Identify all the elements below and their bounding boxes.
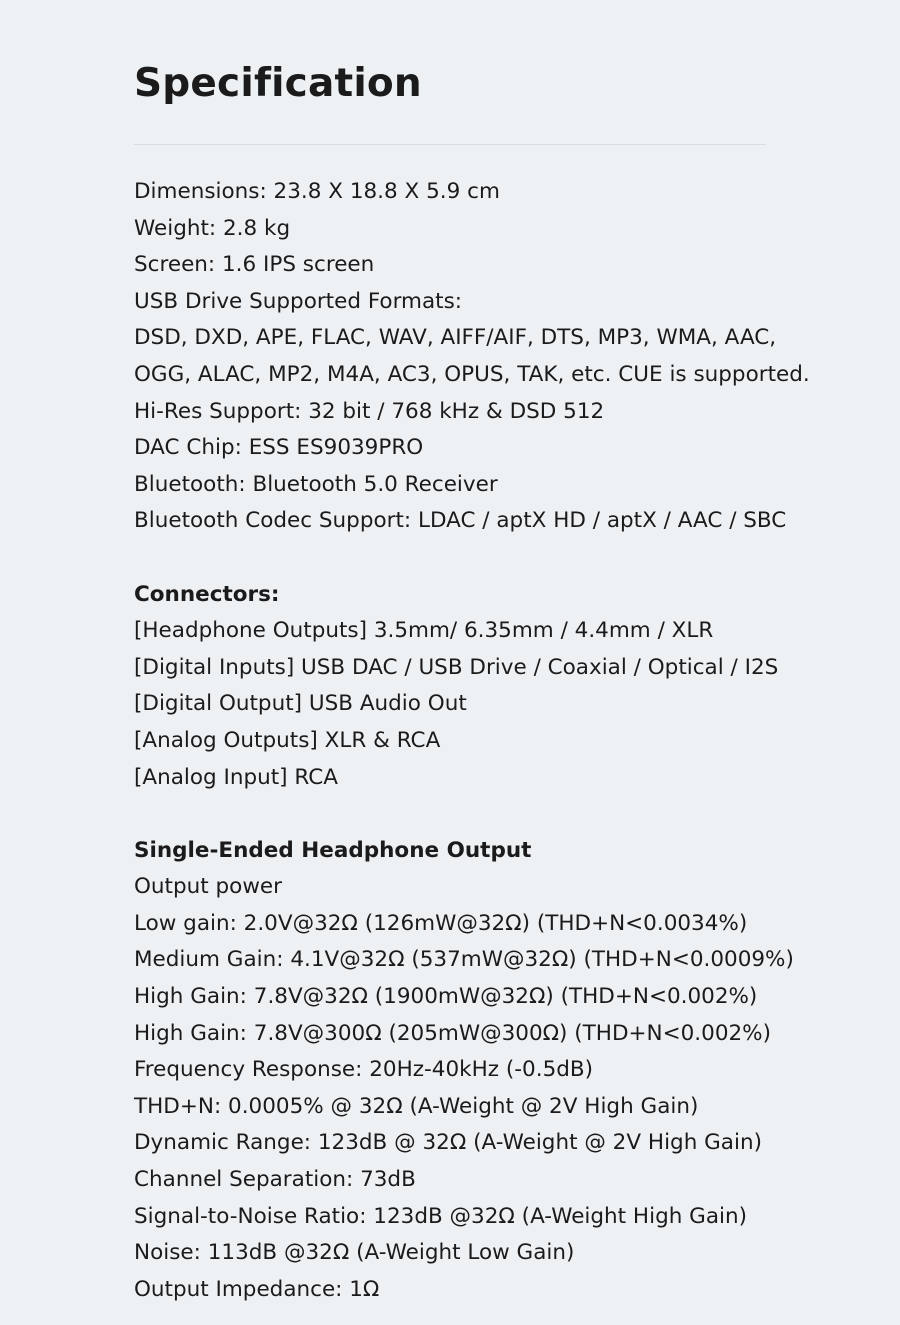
spec-line: Bluetooth Codec Support: LDAC / aptX HD / aptX / AAC / SBC xyxy=(134,508,787,534)
spec-line: Bluetooth: Bluetooth 5.0 Receiver xyxy=(134,471,498,497)
spec-content xyxy=(134,174,834,1308)
spec-line: OGG, ALAC, MP2, M4A, AC3, OPUS, TAK, etc. CUE is supported. xyxy=(134,361,810,387)
output-spec-line: Output power xyxy=(134,874,282,900)
connector-line: [Analog Outputs] XLR & RCA xyxy=(134,727,441,753)
section-spacer xyxy=(134,796,834,833)
output-spec-line: High Gain: 7.8V@300Ω (205mW@300Ω) (THD+N<0.002%) xyxy=(134,1020,772,1046)
output-spec-line: High Gain: 7.8V@32Ω (1900mW@32Ω) (THD+N<0.002%) xyxy=(134,984,758,1010)
title-divider xyxy=(134,144,766,145)
output-spec-line: Channel Separation: 73dB xyxy=(134,1167,416,1193)
output-spec-line: Output Impedance: 1Ω xyxy=(134,1276,380,1302)
output-spec-line: Noise: 113dB @32Ω (A-Weight Low Gain) xyxy=(134,1240,575,1266)
page-title: Specification xyxy=(134,61,422,106)
output-spec-line: THD+N: 0.0005% @ 32Ω (A-Weight @ 2V High Gain) xyxy=(134,1093,699,1119)
connector-line: [Analog Input] RCA xyxy=(134,764,338,790)
output-spec-line: Medium Gain: 4.1V@32Ω (537mW@32Ω) (THD+N<0.0009%) xyxy=(134,947,794,973)
spec-line: DAC Chip: ESS ES9039PRO xyxy=(134,435,424,461)
spec-line: Screen: 1.6 IPS screen xyxy=(134,252,375,278)
connectors-heading: Connectors: xyxy=(134,581,280,607)
connector-line: [Headphone Outputs] 3.5mm/ 6.35mm / 4.4mm / XLR xyxy=(134,618,714,644)
general-specs xyxy=(134,174,834,540)
output-spec-line: Dynamic Range: 123dB @ 32Ω (A-Weight @ 2V High Gain) xyxy=(134,1130,762,1156)
connectors-section xyxy=(134,577,834,797)
output-spec-line: Signal-to-Noise Ratio: 123dB @32Ω (A-Weight High Gain) xyxy=(134,1203,748,1229)
spec-line: USB Drive Supported Formats: xyxy=(134,288,463,314)
section-spacer xyxy=(134,540,834,577)
single-ended-section xyxy=(134,833,834,1309)
spec-line: Dimensions: 23.8 X 18.8 X 5.9 cm xyxy=(134,179,500,204)
connector-line: [Digital Output] USB Audio Out xyxy=(134,691,467,717)
connector-line: [Digital Inputs] USB DAC / USB Drive / Coaxial / Optical / I2S xyxy=(134,654,779,680)
spec-line: Weight: 2.8 kg xyxy=(134,215,291,241)
single-ended-heading: Single-Ended Headphone Output xyxy=(134,837,532,863)
output-spec-line: Frequency Response: 20Hz-40kHz (-0.5dB) xyxy=(134,1057,594,1083)
spec-line: Hi-Res Support: 32 bit / 768 kHz & DSD 512 xyxy=(134,398,605,424)
spec-line: DSD, DXD, APE, FLAC, WAV, AIFF/AIF, DTS, MP3, WMA, AAC, xyxy=(134,325,777,351)
output-spec-line: Low gain: 2.0V@32Ω (126mW@32Ω) (THD+N<0.0034%) xyxy=(134,910,748,936)
